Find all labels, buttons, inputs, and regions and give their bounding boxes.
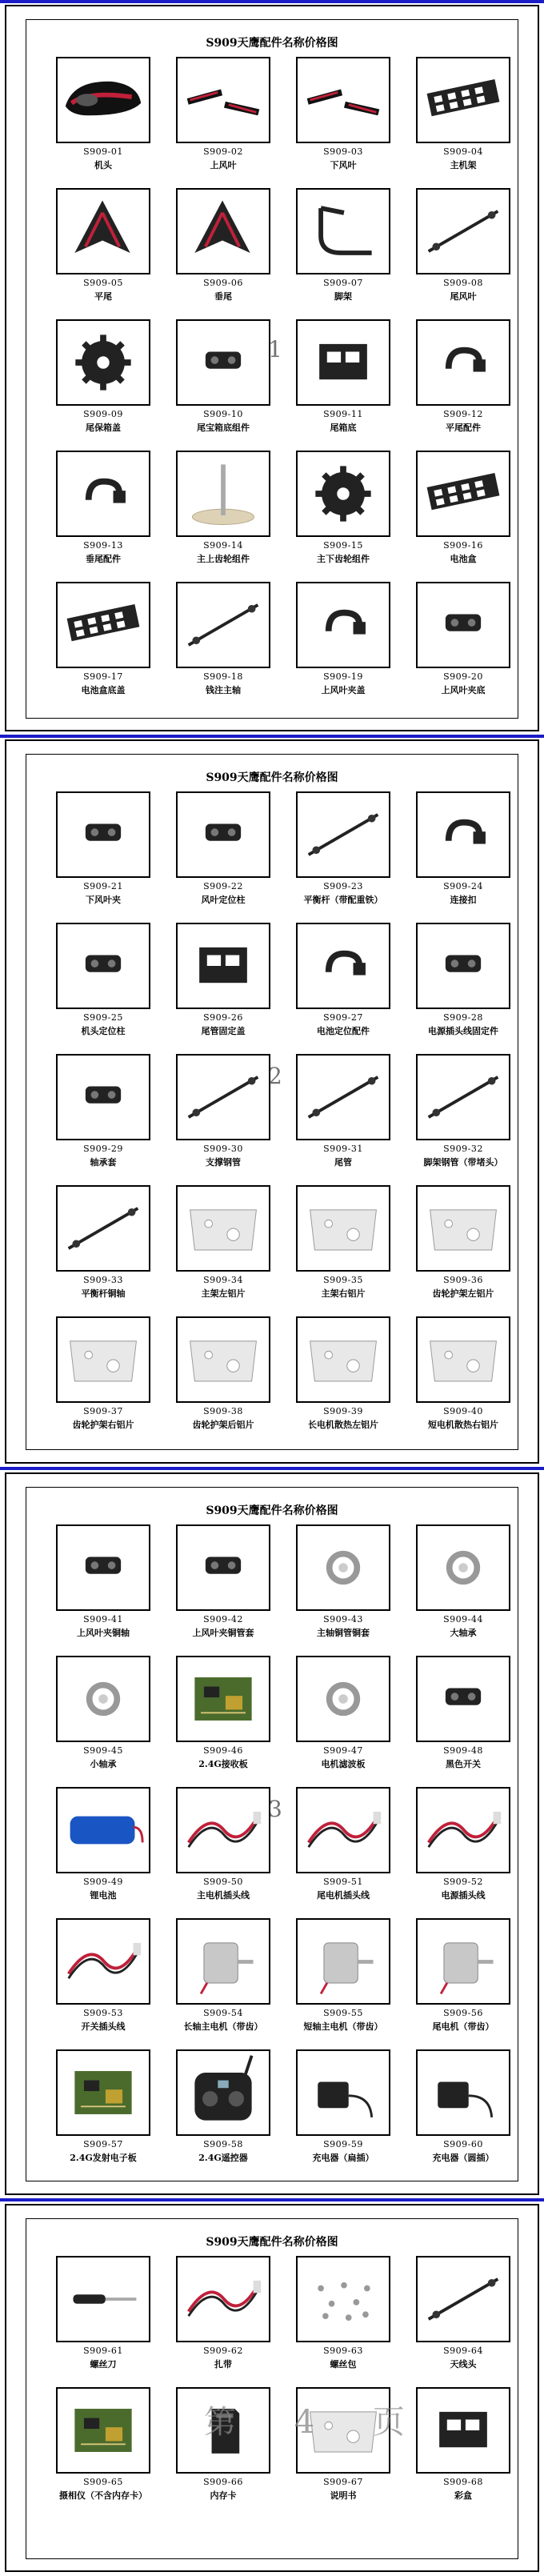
part-code: S909-11 bbox=[323, 409, 363, 419]
part-card bbox=[284, 1185, 402, 1304]
ring-icon bbox=[296, 1524, 390, 1611]
part-name: 电机滤波板 bbox=[321, 1759, 366, 1769]
rod-icon bbox=[296, 791, 390, 878]
part-code: S909-05 bbox=[83, 278, 123, 288]
part-card bbox=[44, 923, 162, 1041]
sheet-title: S909天鹰配件名称价格图 bbox=[206, 771, 338, 784]
part-card bbox=[164, 1316, 282, 1435]
part-code: S909-33 bbox=[83, 1275, 123, 1285]
blade-icon bbox=[176, 57, 270, 143]
part-card bbox=[284, 188, 402, 306]
part-code: S909-61 bbox=[83, 2346, 123, 2356]
catalog-sheet-2 bbox=[5, 739, 539, 1464]
screwdriver-icon bbox=[56, 2256, 150, 2342]
page-number: 第 4 页 bbox=[204, 2404, 429, 2441]
part-name: 充电器（扁插） bbox=[312, 2153, 374, 2163]
skid-icon bbox=[296, 188, 390, 274]
canopy-icon bbox=[56, 57, 150, 143]
part-code: S909-28 bbox=[443, 1012, 483, 1023]
part-code: S909-02 bbox=[203, 146, 243, 157]
gear-icon bbox=[296, 451, 390, 537]
box-icon bbox=[416, 2387, 510, 2474]
part-name: 轴承套 bbox=[90, 1157, 117, 1168]
part-name: 平尾 bbox=[94, 291, 112, 302]
remote-icon bbox=[176, 2049, 270, 2136]
part-name: 脚架 bbox=[334, 291, 352, 302]
part-card bbox=[44, 2387, 162, 2506]
part-name: 齿轮护架右铝片 bbox=[72, 1420, 134, 1430]
part-name: 电池盒底盖 bbox=[81, 685, 126, 695]
part-card bbox=[284, 1918, 402, 2037]
motor-icon bbox=[416, 1918, 510, 2005]
part-code: S909-56 bbox=[443, 2008, 483, 2018]
part-code: S909-62 bbox=[203, 2346, 243, 2356]
part-name: 主机架 bbox=[450, 160, 477, 170]
page-divider bbox=[0, 1467, 544, 1470]
rod-icon bbox=[296, 1054, 390, 1140]
part-icon bbox=[56, 791, 150, 878]
part-code: S909-19 bbox=[323, 671, 363, 682]
part-name: 主架左铝片 bbox=[201, 1288, 246, 1299]
part-card bbox=[284, 1787, 402, 1905]
plate-icon bbox=[296, 1185, 390, 1272]
sheet-frame bbox=[26, 754, 518, 1450]
clip-icon bbox=[416, 791, 510, 878]
part-name: 天线头 bbox=[450, 2359, 477, 2370]
part-code: S909-68 bbox=[443, 2477, 483, 2487]
part-code: S909-57 bbox=[83, 2139, 123, 2149]
part-code: S909-14 bbox=[203, 540, 243, 551]
part-code: S909-40 bbox=[443, 1406, 483, 1416]
part-card bbox=[44, 1787, 162, 1905]
clip-icon bbox=[296, 923, 390, 1009]
part-name: 风叶定位柱 bbox=[201, 895, 246, 905]
part-name: 尾风叶 bbox=[450, 291, 477, 302]
part-code: S909-04 bbox=[443, 146, 483, 157]
part-name: 小轴承 bbox=[90, 1759, 117, 1769]
part-icon bbox=[176, 319, 270, 406]
gear-icon bbox=[56, 319, 150, 406]
part-card bbox=[44, 2256, 162, 2374]
part-card bbox=[404, 791, 522, 910]
part-name: 尾管固定盖 bbox=[201, 1026, 246, 1036]
part-card bbox=[164, 1656, 282, 1774]
part-card bbox=[44, 1054, 162, 1172]
page-number: 3 bbox=[268, 1796, 282, 1822]
part-code: S909-29 bbox=[83, 1144, 123, 1154]
part-card bbox=[164, 188, 282, 306]
part-code: S909-67 bbox=[323, 2477, 363, 2487]
part-card bbox=[164, 57, 282, 175]
page-divider bbox=[0, 2198, 544, 2201]
part-name: 充电器（圆插） bbox=[432, 2153, 494, 2163]
part-card bbox=[164, 1787, 282, 1905]
part-card bbox=[44, 2049, 162, 2168]
part-name: 主下齿轮组件 bbox=[317, 554, 370, 564]
rod-icon bbox=[416, 2256, 510, 2342]
frame-icon bbox=[416, 451, 510, 537]
parts-grid bbox=[44, 791, 503, 1436]
part-code: S909-25 bbox=[83, 1012, 123, 1023]
part-card bbox=[404, 1656, 522, 1774]
part-code: S909-52 bbox=[443, 1877, 483, 1887]
part-code: S909-54 bbox=[203, 2008, 243, 2018]
part-code: S909-22 bbox=[203, 881, 243, 891]
part-icon bbox=[176, 791, 270, 878]
shaft-gear-icon bbox=[176, 451, 270, 537]
part-code: S909-23 bbox=[323, 881, 363, 891]
part-name: 脚架钢管（带堵头） bbox=[423, 1157, 503, 1168]
ring-icon bbox=[296, 1656, 390, 1742]
part-code: S909-12 bbox=[443, 409, 483, 419]
part-code: S909-03 bbox=[323, 146, 363, 157]
clip-icon bbox=[56, 451, 150, 537]
part-name: 黑色开关 bbox=[446, 1759, 481, 1769]
part-icon bbox=[416, 582, 510, 668]
part-code: S909-43 bbox=[323, 1614, 363, 1625]
part-icon bbox=[416, 1656, 510, 1742]
part-name: 上风叶 bbox=[210, 160, 237, 170]
rod-icon bbox=[176, 1054, 270, 1140]
part-name: 平衡杆铜轴 bbox=[81, 1288, 126, 1299]
catalog-sheet-3 bbox=[5, 1472, 539, 2195]
part-card bbox=[404, 319, 522, 438]
parts-grid bbox=[44, 1524, 503, 2168]
part-code: S909-21 bbox=[83, 881, 123, 891]
part-name: 螺丝刀 bbox=[90, 2359, 117, 2370]
page-number: 1 bbox=[268, 336, 282, 363]
part-card bbox=[164, 451, 282, 569]
part-name: 内存卡 bbox=[210, 2490, 237, 2501]
clip-icon bbox=[416, 319, 510, 406]
plate-icon bbox=[176, 1316, 270, 1403]
part-code: S909-51 bbox=[323, 1877, 363, 1887]
part-card bbox=[404, 1185, 522, 1304]
part-code: S909-09 bbox=[83, 409, 123, 419]
part-name: 上风叶夹铜轴 bbox=[77, 1628, 130, 1638]
part-card bbox=[44, 1524, 162, 1643]
part-code: S909-39 bbox=[323, 1406, 363, 1416]
box-icon bbox=[176, 923, 270, 1009]
part-card bbox=[164, 1918, 282, 2037]
part-code: S909-48 bbox=[443, 1745, 483, 1756]
part-code: S909-42 bbox=[203, 1614, 243, 1625]
part-card bbox=[44, 451, 162, 569]
part-card bbox=[404, 188, 522, 306]
part-code: S909-08 bbox=[443, 278, 483, 288]
part-code: S909-01 bbox=[83, 146, 123, 157]
part-name: 平衡杆（带配重铁） bbox=[303, 895, 383, 905]
part-card bbox=[44, 319, 162, 438]
part-code: S909-50 bbox=[203, 1877, 243, 1887]
part-code: S909-63 bbox=[323, 2346, 363, 2356]
part-code: S909-06 bbox=[203, 278, 243, 288]
part-code: S909-49 bbox=[83, 1877, 123, 1887]
part-code: S909-26 bbox=[203, 1012, 243, 1023]
part-code: S909-47 bbox=[323, 1745, 363, 1756]
part-card bbox=[164, 791, 282, 910]
part-name: 电池定位配件 bbox=[317, 1026, 370, 1036]
plate-icon bbox=[176, 1185, 270, 1272]
part-name: 连接扣 bbox=[450, 895, 477, 905]
part-card bbox=[404, 2049, 522, 2168]
part-card bbox=[44, 1316, 162, 1435]
frame-icon bbox=[416, 57, 510, 143]
ring-icon bbox=[416, 1524, 510, 1611]
frame-icon bbox=[56, 582, 150, 668]
part-code: S909-46 bbox=[203, 1745, 243, 1756]
part-name: 短轴主电机（带齿） bbox=[303, 2021, 383, 2032]
part-code: S909-31 bbox=[323, 1144, 363, 1154]
part-name: 摄相仪（不含内存卡） bbox=[59, 2490, 147, 2501]
part-card bbox=[164, 1054, 282, 1172]
part-name: 尾电机（带齿） bbox=[432, 2021, 494, 2032]
part-icon bbox=[56, 1054, 150, 1140]
part-card bbox=[44, 57, 162, 175]
part-name: 机头 bbox=[94, 160, 112, 170]
part-card bbox=[404, 1316, 522, 1435]
part-name: 2.4G接收板 bbox=[198, 1759, 248, 1769]
part-name: 彩盒 bbox=[454, 2490, 472, 2501]
part-code: S909-18 bbox=[203, 671, 243, 682]
part-icon bbox=[56, 1524, 150, 1611]
part-card bbox=[284, 791, 402, 910]
part-code: S909-10 bbox=[203, 409, 243, 419]
part-name: 2.4G遥控器 bbox=[198, 2153, 248, 2163]
rod-icon bbox=[416, 1054, 510, 1140]
part-code: S909-60 bbox=[443, 2139, 483, 2149]
part-name: 尾管 bbox=[334, 1157, 352, 1168]
part-card bbox=[284, 2049, 402, 2168]
part-name: 电源插头线固定件 bbox=[428, 1026, 498, 1036]
part-code: S909-55 bbox=[323, 2008, 363, 2018]
part-name: 上风叶夹铜管套 bbox=[192, 1628, 254, 1638]
part-code: S909-38 bbox=[203, 1406, 243, 1416]
part-card bbox=[284, 2256, 402, 2374]
part-icon bbox=[416, 923, 510, 1009]
part-code: S909-41 bbox=[83, 1614, 123, 1625]
part-code: S909-44 bbox=[443, 1614, 483, 1625]
wire-icon bbox=[296, 1787, 390, 1873]
part-card bbox=[164, 923, 282, 1041]
part-code: S909-58 bbox=[203, 2139, 243, 2149]
part-code: S909-24 bbox=[443, 881, 483, 891]
part-icon bbox=[56, 923, 150, 1009]
fin-icon bbox=[56, 188, 150, 274]
part-card bbox=[164, 2256, 282, 2374]
part-name: 上风叶夹盖 bbox=[321, 685, 366, 695]
part-name: 支撑钢管 bbox=[206, 1157, 241, 1168]
part-card bbox=[404, 1054, 522, 1172]
part-code: S909-30 bbox=[203, 1144, 243, 1154]
battery-icon bbox=[56, 1787, 150, 1873]
part-code: S909-34 bbox=[203, 1275, 243, 1285]
part-card bbox=[284, 57, 402, 175]
part-code: S909-20 bbox=[443, 671, 483, 682]
rod-icon bbox=[416, 188, 510, 274]
part-name: 2.4G发射电子板 bbox=[70, 2153, 137, 2163]
board-icon bbox=[176, 1656, 270, 1742]
charger-icon bbox=[296, 2049, 390, 2136]
plate-icon bbox=[416, 1316, 510, 1403]
part-name: 说明书 bbox=[330, 2490, 357, 2501]
plate-icon bbox=[56, 1316, 150, 1403]
board-icon bbox=[56, 2387, 150, 2474]
sheet-title: S909天鹰配件名称价格图 bbox=[206, 37, 338, 50]
part-name: 主架右铝片 bbox=[321, 1288, 366, 1299]
part-name: 齿轮护架后铝片 bbox=[192, 1420, 254, 1430]
part-card bbox=[44, 1656, 162, 1774]
plate-icon bbox=[416, 1185, 510, 1272]
part-card bbox=[164, 2049, 282, 2168]
rod-icon bbox=[56, 1185, 150, 1272]
part-card bbox=[44, 1185, 162, 1304]
part-name: 尾宝箱底组件 bbox=[197, 423, 250, 433]
part-name: 下风叶夹 bbox=[86, 895, 121, 905]
part-card bbox=[284, 923, 402, 1041]
part-name: 电池盒 bbox=[450, 554, 477, 564]
part-code: S909-15 bbox=[323, 540, 363, 551]
sheet-frame bbox=[26, 2218, 518, 2559]
part-name: 尾电机插头线 bbox=[317, 1890, 370, 1901]
part-card bbox=[284, 1656, 402, 1774]
part-card bbox=[404, 1787, 522, 1905]
charger-icon bbox=[416, 2049, 510, 2136]
part-card bbox=[284, 582, 402, 700]
board-icon bbox=[56, 2049, 150, 2136]
part-name: 螺丝包 bbox=[330, 2359, 357, 2370]
part-code: S909-13 bbox=[83, 540, 123, 551]
catalog-sheet-1 bbox=[5, 5, 539, 731]
motor-icon bbox=[176, 1918, 270, 2005]
screws-icon bbox=[296, 2256, 390, 2342]
rod-icon bbox=[176, 582, 270, 668]
part-card bbox=[44, 1918, 162, 2037]
part-card bbox=[404, 582, 522, 700]
page-divider bbox=[0, 735, 544, 738]
part-code: S909-59 bbox=[323, 2139, 363, 2149]
part-card bbox=[404, 923, 522, 1041]
part-card bbox=[284, 319, 402, 438]
part-card bbox=[404, 2256, 522, 2374]
part-name: 机头定位柱 bbox=[81, 1026, 126, 1036]
part-card bbox=[164, 1185, 282, 1304]
clip-icon bbox=[296, 582, 390, 668]
part-name: 上风叶夹底 bbox=[441, 685, 486, 695]
part-name: 电源插头线 bbox=[441, 1890, 486, 1901]
part-name: 钱注主轴 bbox=[206, 685, 241, 695]
part-name: 垂尾配件 bbox=[86, 554, 121, 564]
part-card bbox=[284, 1524, 402, 1643]
part-code: S909-32 bbox=[443, 1144, 483, 1154]
part-name: 主电机插头线 bbox=[197, 1890, 250, 1901]
part-card bbox=[44, 188, 162, 306]
part-code: S909-16 bbox=[443, 540, 483, 551]
sheet-title: S909天鹰配件名称价格图 bbox=[206, 2236, 338, 2249]
box-icon bbox=[296, 319, 390, 406]
sheet-frame bbox=[26, 19, 518, 719]
part-name: 主轴铜管铜套 bbox=[317, 1628, 370, 1638]
part-code: S909-36 bbox=[443, 1275, 483, 1285]
fin-icon bbox=[176, 188, 270, 274]
sheet-title: S909天鹰配件名称价格图 bbox=[206, 1504, 338, 1517]
part-name: 长电机散热左铝片 bbox=[308, 1420, 378, 1430]
part-code: S909-66 bbox=[203, 2477, 243, 2487]
part-card bbox=[404, 1524, 522, 1643]
wire-icon bbox=[56, 1918, 150, 2005]
part-name: 齿轮护架左铝片 bbox=[432, 1288, 494, 1299]
part-code: S909-37 bbox=[83, 1406, 123, 1416]
part-code: S909-45 bbox=[83, 1745, 123, 1756]
wire-icon bbox=[176, 2256, 270, 2342]
part-code: S909-53 bbox=[83, 2008, 123, 2018]
part-card bbox=[404, 451, 522, 569]
page-divider bbox=[0, 0, 544, 3]
wire-icon bbox=[416, 1787, 510, 1873]
part-name: 扎带 bbox=[214, 2359, 232, 2370]
part-code: S909-17 bbox=[83, 671, 123, 682]
ring-icon bbox=[56, 1656, 150, 1742]
part-card bbox=[44, 791, 162, 910]
part-card bbox=[164, 319, 282, 438]
parts-grid bbox=[44, 57, 503, 705]
part-card bbox=[284, 1316, 402, 1435]
part-name: 垂尾 bbox=[214, 291, 232, 302]
part-card bbox=[44, 582, 162, 700]
part-name: 长轴主电机（带齿） bbox=[183, 2021, 263, 2032]
page-number: 2 bbox=[268, 1063, 282, 1089]
wire-icon bbox=[176, 1787, 270, 1873]
part-card bbox=[404, 57, 522, 175]
part-code: S909-35 bbox=[323, 1275, 363, 1285]
catalog-sheet-4 bbox=[5, 2204, 539, 2572]
part-name: 开关插头线 bbox=[81, 2021, 126, 2032]
part-code: S909-07 bbox=[323, 278, 363, 288]
part-code: S909-65 bbox=[83, 2477, 123, 2487]
part-name: 主上齿轮组件 bbox=[197, 554, 250, 564]
part-name: 尾箱底 bbox=[330, 423, 357, 433]
part-name: 尾保箱盖 bbox=[86, 423, 121, 433]
part-icon bbox=[176, 1524, 270, 1611]
part-name: 下风叶 bbox=[330, 160, 357, 170]
sheet-frame bbox=[26, 1487, 518, 2181]
part-code: S909-64 bbox=[443, 2346, 483, 2356]
part-card bbox=[164, 582, 282, 700]
part-name: 平尾配件 bbox=[446, 423, 481, 433]
part-card bbox=[404, 1918, 522, 2037]
part-card bbox=[284, 451, 402, 569]
part-card bbox=[164, 1524, 282, 1643]
part-name: 大轴承 bbox=[450, 1628, 477, 1638]
part-card bbox=[284, 1054, 402, 1172]
motor-icon bbox=[296, 1918, 390, 2005]
part-code: S909-27 bbox=[323, 1012, 363, 1023]
blade-icon bbox=[296, 57, 390, 143]
plate-icon bbox=[296, 1316, 390, 1403]
part-name: 锂电池 bbox=[90, 1890, 117, 1901]
part-name: 短电机散热右铝片 bbox=[428, 1420, 498, 1430]
